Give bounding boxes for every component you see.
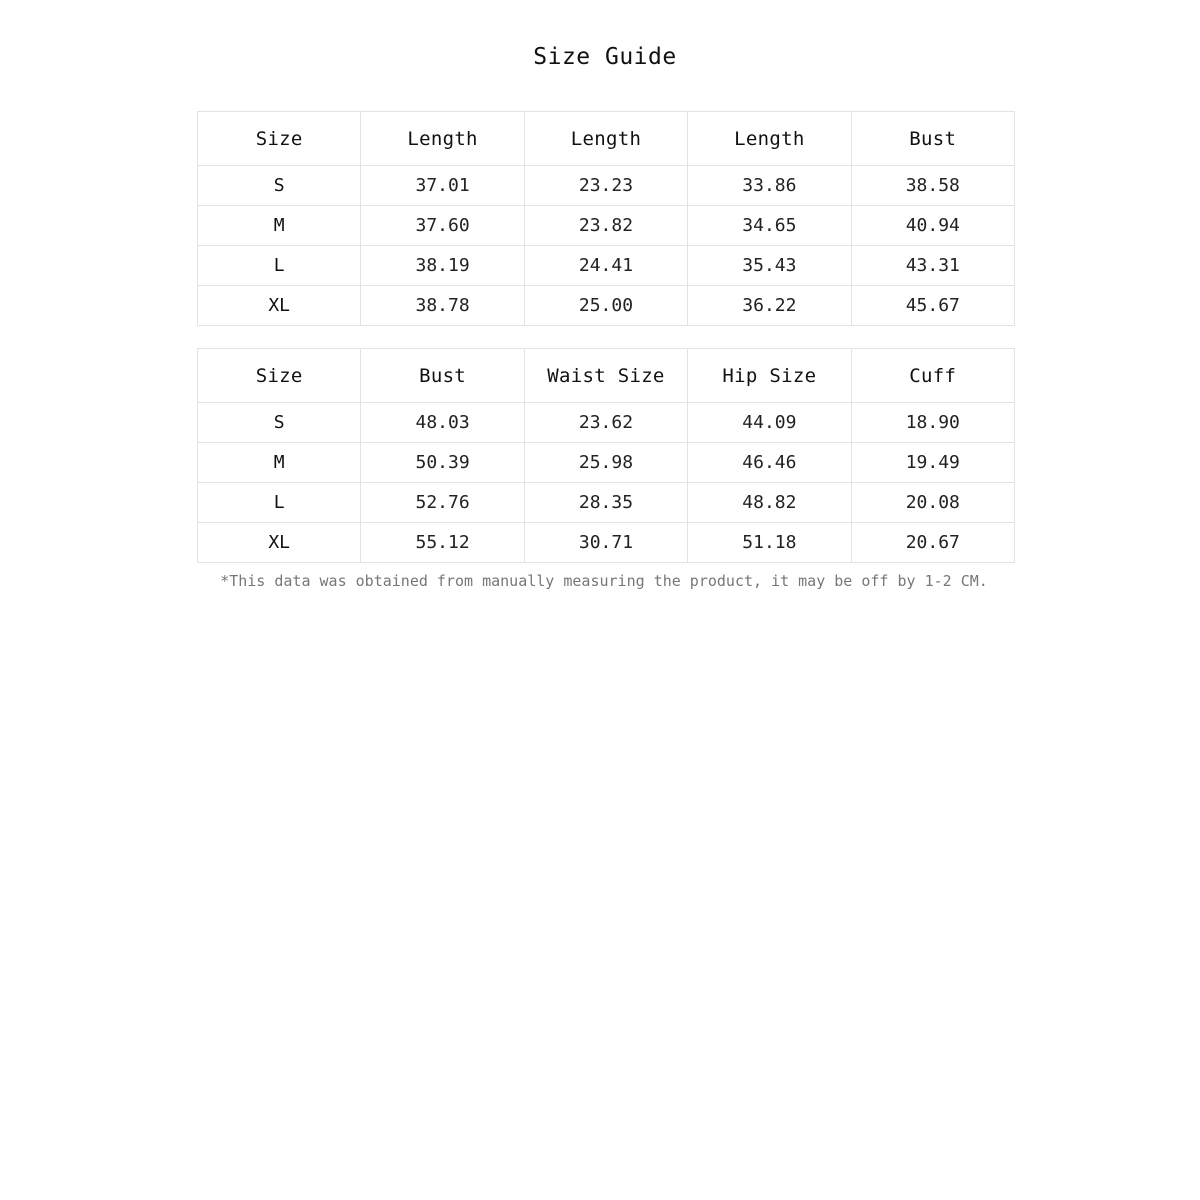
size-cell: M [198, 206, 361, 246]
table-row [198, 523, 1015, 563]
size-table-top [197, 111, 1015, 326]
table-cell: 24.41 [524, 246, 687, 286]
column-header: Size [198, 349, 361, 403]
table-cell: 23.62 [524, 403, 687, 443]
table-cell: 37.01 [361, 166, 524, 206]
column-header: Hip Size [688, 349, 851, 403]
table-cell: 35.43 [688, 246, 851, 286]
table-cell: 45.67 [851, 286, 1014, 326]
table-header-row [198, 112, 1015, 166]
table-cell: 38.19 [361, 246, 524, 286]
table-cell: 34.65 [688, 206, 851, 246]
table-cell: 46.46 [688, 443, 851, 483]
size-cell: S [198, 403, 361, 443]
table-cell: 38.58 [851, 166, 1014, 206]
table-row [198, 206, 1015, 246]
table-cell: 43.31 [851, 246, 1014, 286]
table-cell: 44.09 [688, 403, 851, 443]
table-cell: 20.67 [851, 523, 1014, 563]
table-row [198, 483, 1015, 523]
table-row [198, 166, 1015, 206]
table-cell: 37.60 [361, 206, 524, 246]
size-cell: XL [198, 286, 361, 326]
table-cell: 23.82 [524, 206, 687, 246]
table-cell: 36.22 [688, 286, 851, 326]
table-cell: 40.94 [851, 206, 1014, 246]
table-row [198, 403, 1015, 443]
table-cell: 30.71 [524, 523, 687, 563]
table-cell: 28.35 [524, 483, 687, 523]
table-cell: 48.03 [361, 403, 524, 443]
column-header: Size [198, 112, 361, 166]
column-header: Length [688, 112, 851, 166]
page-title: Size Guide [533, 44, 677, 70]
column-header: Bust [851, 112, 1014, 166]
column-header: Bust [361, 349, 524, 403]
table-cell: 20.08 [851, 483, 1014, 523]
table-cell: 18.90 [851, 403, 1014, 443]
table-cell: 55.12 [361, 523, 524, 563]
table-cell: 52.76 [361, 483, 524, 523]
table-cell: 48.82 [688, 483, 851, 523]
size-cell: XL [198, 523, 361, 563]
column-header: Waist Size [524, 349, 687, 403]
column-header: Length [524, 112, 687, 166]
size-cell: S [198, 166, 361, 206]
table-row [198, 246, 1015, 286]
table-cell: 51.18 [688, 523, 851, 563]
table-header-row [198, 349, 1015, 403]
table-cell: 19.49 [851, 443, 1014, 483]
table-row [198, 443, 1015, 483]
table-row [198, 286, 1015, 326]
size-cell: M [198, 443, 361, 483]
table-cell: 33.86 [688, 166, 851, 206]
size-table-bottom [197, 348, 1015, 563]
column-header: Length [361, 112, 524, 166]
column-header: Cuff [851, 349, 1014, 403]
size-cell: L [198, 246, 361, 286]
table-cell: 50.39 [361, 443, 524, 483]
size-cell: L [198, 483, 361, 523]
table-cell: 25.98 [524, 443, 687, 483]
table-cell: 25.00 [524, 286, 687, 326]
measurement-footnote: *This data was obtained from manually measuring the product, it may be off by 1-2 CM. [220, 572, 988, 590]
table-cell: 23.23 [524, 166, 687, 206]
table-cell: 38.78 [361, 286, 524, 326]
